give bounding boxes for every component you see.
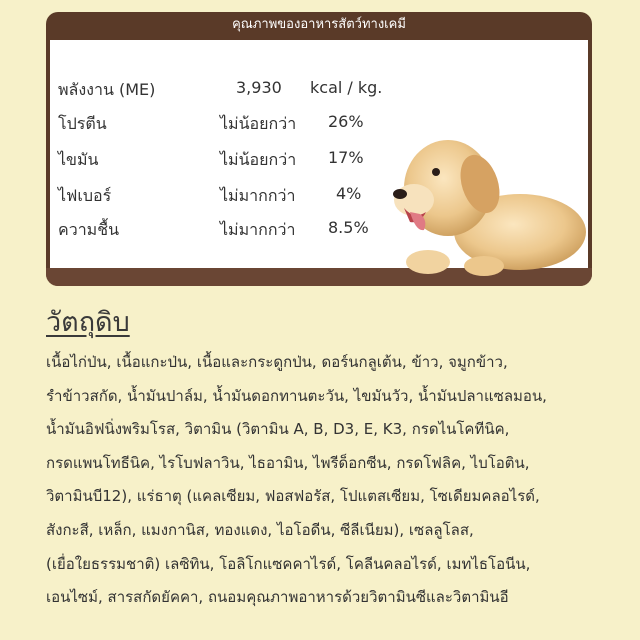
nutrient-value: 17%: [328, 148, 364, 167]
energy-label: พลังงาน (ME): [58, 80, 156, 99]
energy-value: 3,930: [236, 78, 282, 97]
nutrient-qualifier: ไม่น้อยกว่า: [220, 114, 297, 133]
fiber-row: [50, 184, 430, 214]
ingredient-line: น้ำมันอิฟนิ่งพริมโรส, วิตามิน (วิตามิน A, B, D3, E, K3, กรดไนโคทีนิค,: [46, 420, 510, 439]
nutrient-label: ไฟเบอร์: [58, 186, 112, 205]
nutrient-label: ความชื้น: [58, 220, 120, 239]
puppy-illustration: [380, 120, 590, 280]
ingredient-line: เนื้อไก่ป่น, เนื้อแกะป่น, เนื้อและกระดูกป่น, ดอร์นกลูเต้น, ข้าว, จมูกข้าว,: [46, 353, 508, 371]
nutrient-value: 8.5%: [328, 218, 369, 237]
ingredients-heading: วัตถุดิบ: [46, 307, 130, 338]
ingredient-line: (เยื่อใยธรรมชาติ) เลซิทิน, โอลิโกแซคคาไรด์, โคลีนคลอไรด์, เมทไธโอนีน,: [46, 554, 531, 573]
nutrient-value: 26%: [328, 112, 364, 131]
panel-title: คุณภาพของอาหารสัตว์ทางเคมี: [232, 17, 406, 32]
ingredient-line: สังกะสี, เหล็ก, แมงกานิส, ทองแดง, ไอโอดีน, ซีลีเนียม), เซลลูโลส,: [46, 520, 474, 539]
nutrient-qualifier: ไม่น้อยกว่า: [220, 150, 297, 169]
nutrient-qualifier: ไม่มากกว่า: [220, 220, 296, 239]
ingredients-list: [46, 346, 606, 615]
energy-unit: kcal / kg.: [310, 78, 383, 97]
moisture-row: [50, 218, 430, 248]
nutrient-label: ไขมัน: [58, 150, 99, 169]
ingredient-line: เอนไซม์, สารสกัดยัคคา, ถนอมคุณภาพอาหารด้วยวิตามินซีและวิตามินอี: [46, 588, 509, 607]
nutrient-label: โปรตีน: [58, 114, 107, 133]
fat-row: [50, 148, 430, 178]
ingredient-line: รำข้าวสกัด, น้ำมันปาล์ม, น้ำมันดอกทานตะวัน, ไขมันวัว, น้ำมันปลาแซลมอน,: [46, 386, 547, 405]
nutrient-qualifier: ไม่มากกว่า: [220, 186, 296, 205]
nutrient-value: 4%: [336, 184, 362, 203]
protein-row: [50, 112, 430, 142]
ingredient-line: กรดแพนโทธีนิค, ไรโบฟลาวิน, ไธอามิน, ไพรีด็อกซีน, กรดโฟลิค, ไบโอติน,: [46, 453, 530, 472]
ingredient-line: วิตามินบี12), แร่ธาตุ (แคลเซียม, ฟอสฟอรัส, โปแตสเซียม, โซเดียมคลอไรด์,: [46, 487, 540, 506]
energy-row: [50, 78, 430, 108]
